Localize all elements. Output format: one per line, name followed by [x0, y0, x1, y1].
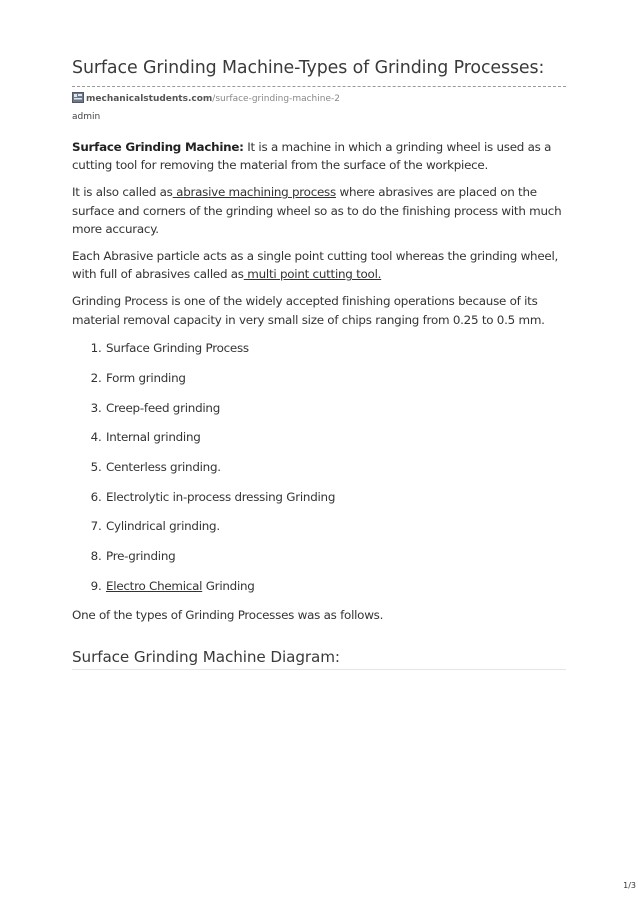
- electro-chemical-link[interactable]: Electro Chemical: [106, 578, 203, 593]
- source-path: /surface-grinding-machine-2: [212, 94, 340, 104]
- title-divider: [72, 86, 566, 87]
- list-item: 7. Cylindrical grinding.: [105, 517, 566, 535]
- list-item: 5. Centerless grinding.: [105, 458, 566, 476]
- multi-point-tool-link[interactable]: multi point cutting tool.: [243, 267, 382, 282]
- list-item: [105, 577, 566, 595]
- abrasive-text-before: It is also called as: [72, 185, 173, 200]
- article-body: [72, 138, 566, 633]
- list-item: 6. Electrolytic in-process dressing Grinding: [105, 488, 566, 506]
- grinding-process-list: [72, 339, 566, 595]
- list-item-text: Grinding: [202, 578, 255, 593]
- list-item: 2. Form grinding: [105, 369, 566, 387]
- globe-icon: [72, 92, 84, 103]
- definition-term: Surface Grinding Machine:: [72, 140, 244, 154]
- page-number: 1/3: [623, 881, 636, 890]
- paragraph-definition: [72, 138, 566, 175]
- paragraph-after-list: One of the types of Grinding Processes was as follows.: [72, 608, 384, 623]
- paragraph-grinding-process: Grinding Process is one of the widely accepted finishing operations because of its material removal capacity in very small size of chips ranging from 0.25 to 0.5 mm.: [72, 294, 545, 327]
- page-title: Surface Grinding Machine-Types of Grinding Processes:: [72, 58, 545, 78]
- abrasive-text-after: where abrasives are placed on the surface and corners of the grinding wheel so as to do the finishing process with much more accuracy.: [72, 185, 562, 237]
- source-line: [72, 92, 340, 104]
- list-item: 1. Surface Grinding Process: [105, 339, 566, 357]
- paragraph-particle: [72, 247, 566, 284]
- paragraph-abrasive: [72, 183, 566, 238]
- abrasive-machining-link[interactable]: abrasive machining process: [172, 185, 336, 200]
- section-divider: [72, 669, 566, 670]
- source-domain-link[interactable]: mechanicalstudents.com: [86, 94, 213, 104]
- particle-text: Each Abrasive particle acts as a single point cutting tool whereas the grinding wheel, with full of abrasives called as: [72, 249, 559, 282]
- section-heading: Surface Grinding Machine Diagram:: [72, 648, 340, 666]
- author-name: admin: [72, 112, 101, 122]
- list-item: 8. Pre-grinding: [105, 547, 566, 565]
- definition-text: It is a machine in which a grinding wheel is used as a cutting tool for removing the material from the surface of the workpiece.: [72, 140, 552, 173]
- list-item: 3. Creep-feed grinding: [105, 399, 566, 417]
- list-item: 4. Internal grinding: [105, 428, 566, 446]
